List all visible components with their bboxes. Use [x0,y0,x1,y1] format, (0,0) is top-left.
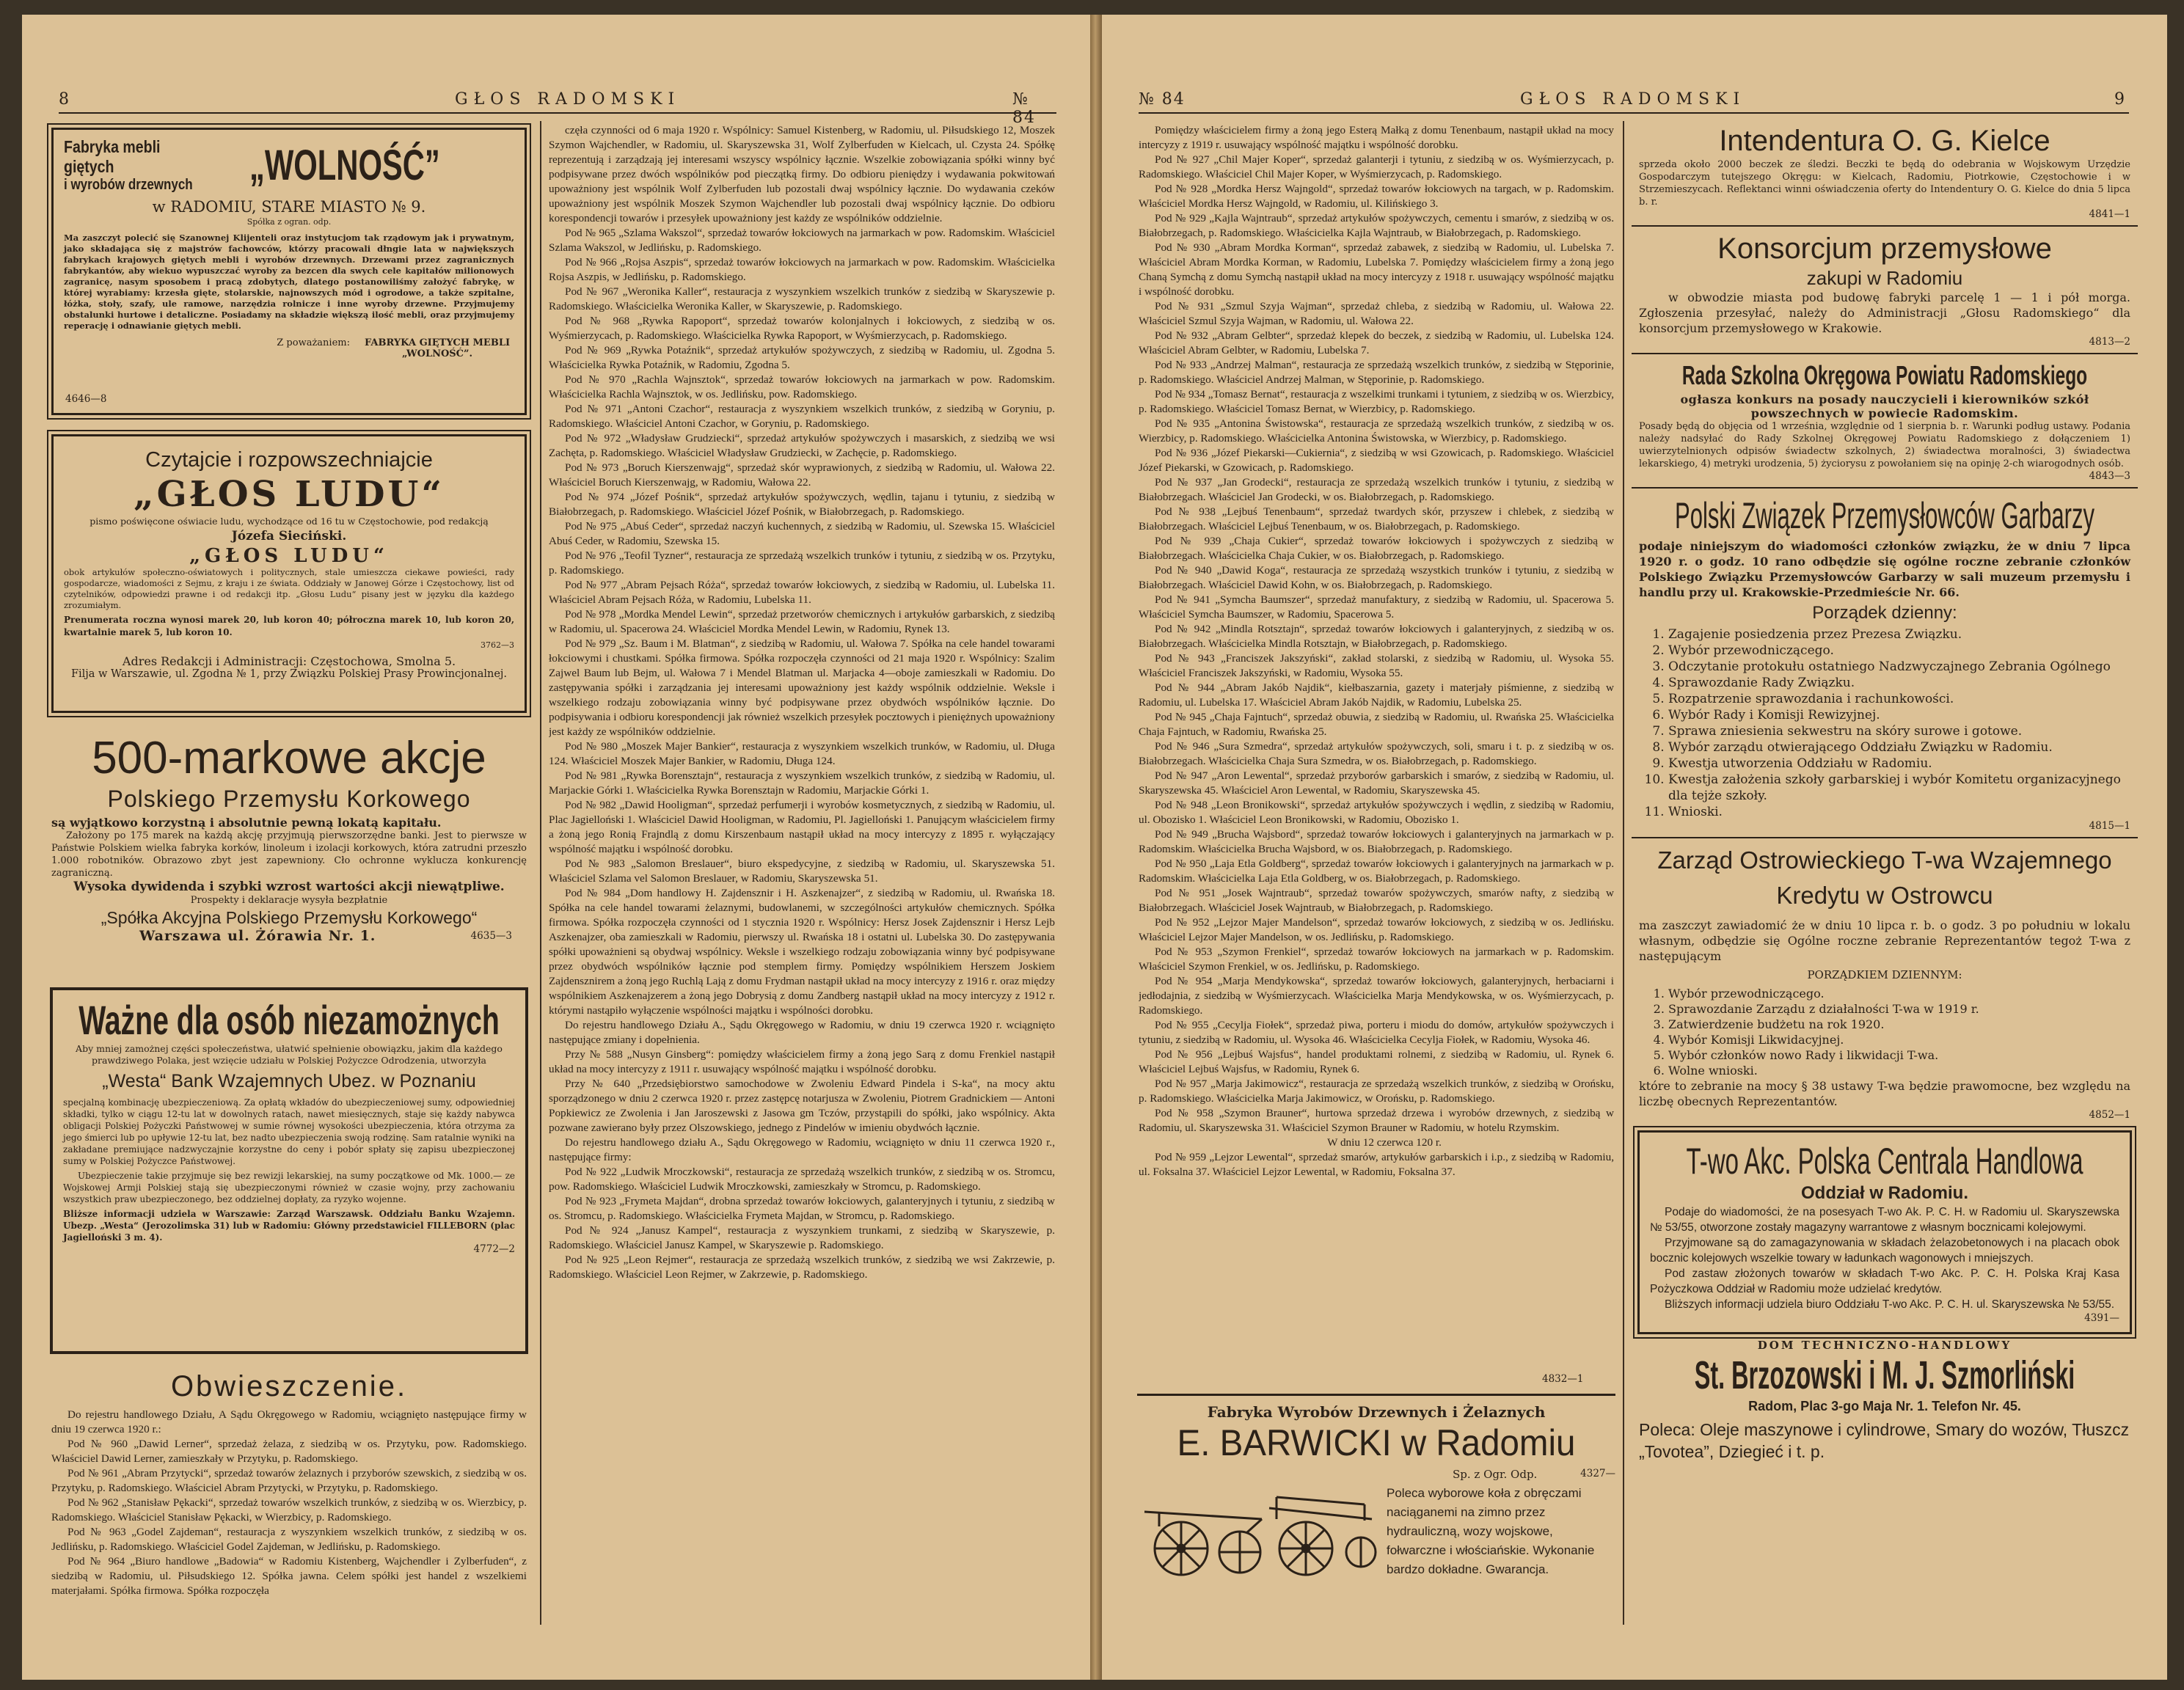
intendentura-code: 4841—1 [2089,208,2130,220]
centrala-text3: Pod zastaw złożonych towarów w składach T-wo Akc. P. C. H. Polska Kraj Kasa Pożyczkowa Oddział w Radomiu może udzielać kredytów. [1650,1268,2119,1295]
glos-ludu-editor: Józefa Sieciński. [231,529,347,544]
centrala-text1: Podaje do wiadomości, że na posesyach T-wo Ak. P. C. H. w Radomiu ul. Skaryszewska № 53/55, otworzone zostały magazyny warrantowe z własnym bocznicami kolejowymi. [1650,1206,2119,1234]
divider [1632,225,2138,227]
akcje-lead: są wyjątkowo korzystną i absolutnie pewną lokatą kapitału. [51,816,442,830]
registry-paragraph: Pod № 983 „Salomon Breslauer“, biuro ekspedycyjne, z siedzibą w Radomiu, ul. Skaryszewska 51. Właściciel Szlama vel Salomon Breslauer, w Radomiu, Skaryszewska 51. [549,857,1055,885]
page-number-right: 9 [2114,90,2130,109]
akcje-subtitle: Polskiego Przemysłu Korkowego [107,786,471,812]
registry-paragraph: Pod № 982 „Dawid Hooligman“, sprzedaż perfumerji i wyrobów kosmetycznych, z siedzibą w Radomiu, ul. Plac Jagielloński 1. Właściciel Dawid Hooligman, w Radomiu, Pl. Jagielloński 1. Panującym właścicielem firmy a żoną jego Ronią Frajndlą z domu Kirszenbaum nastąpił układ na mocy intercyzy z 1895 r. wyłączający wspólność majątku i wspólność dorobku. [549,799,1055,855]
glos-ludu-price: Prenumerata roczna wynosi marek 20, lub koron 40; półroczna marek 10, lub koron 20, kwartalnie marek 5, lub koron 10. [64,615,514,637]
registry-paragraph: Przy № 588 „Nusyn Ginsberg“: pomiędzy właścicielem firmy a żoną jego Sarą z domu Frenkiel nastąpił układ na mocy intercyzy z 1911 r. usuwający wspólność majątku i wspólność dorobku. [549,1048,1055,1075]
konsorcjum-title: Konsorcjum przemysłowe [1717,233,2052,265]
centrala-text4: Bliższych informacji udziela biuro Oddziału T-wo Akc. P. C. H. ul. Skaryszewska № 53/55. [1665,1298,2115,1311]
wolnosc-sub: Spółka z ogran. odp. [246,217,332,227]
ad-glos-ludu [51,434,527,713]
registry-paragraph: Pod № 958 „Szymon Brauner“, hurtowa sprzedaż drzewa i wyrobów drzewnych, z siedzibą w Radomiu, ul. Skaryszewska 31. Właściciel Szymon Brauner w Radomiu, w hotelu Rzymskim. [1139,1107,1614,1134]
registry-paragraph: Pod № 955 „Cecylja Fiołek“, sprzedaż piwa, porteru i miodu do domów, artykułów spożywczych i tytuniu, z siedzibą w Radomiu, ul. Wysoka 46. Właścicielka Cecylja Fiołek, w Radomiu, Wysoka 46. [1139,1019,1614,1046]
centrala-text2: Przyjmowane są do zamagazynowania w składach żelazobetonowych i na placach obok bocznic kolejowych wszelkie towary w ładunkach wagonowych i mniejszych. [1650,1237,2119,1265]
column-divider [540,121,541,1625]
akcje-code: 4635—3 [470,929,512,942]
registry-paragraph: Pod № 945 „Chaja Fajntuch“, sprzedaż obuwia, z siedzibą w Radomiu, ul. Rwańska 25. Właścicielka Chaja Fajntuch, w Radomiu, Rwańska 25. [1139,711,1614,738]
column-divider [1623,121,1624,1625]
registry-code: 4832—1 [1542,1373,1584,1385]
registry-paragraph: Pod № 940 „Dawid Koga“, restauracja ze sprzedażą wszystkich trunków i tytuniu, z siedzibą w Białobrzegach. Właściciel Dawid Kohn, w os. Białobrzegach, p. Radomskiego. [1139,564,1614,591]
centrala-title: T-wo Akc. Polska Centrala Handlowa [1686,1141,2083,1182]
left-ads-column [47,123,531,1649]
ad-intendentura [1632,123,2138,221]
page-header-left [59,84,1056,127]
wolnosc-code: 4646—8 [65,393,107,405]
ad-zwiazek-garbarzy [1632,493,2138,833]
ad-centrala-handlowa [1637,1130,2132,1334]
ad-ostrowiec [1632,843,2138,1122]
ad-wolnosc [51,128,527,415]
akcje-text: Założony po 175 marek na każdą akcję przyjmują pierwszorzędne banki. Jest to pierwsze w Państwie Polskiem wielka fabryka korków, linoleum i izolacji korkowych, która zatrudni przeszło 1.000 robotników. Obrazowo zbyt jest zapewniony. Cło ochronne wyklucza konkurencję zagraniczną. [51,830,527,879]
registry-paragraph: Pod № 939 „Chaja Cukier“, sprzedaż towarów łokciowych i spożywczych z siedzibą w Białobrzegach. Właścicielka Chaja Cukier, w os. Białobrzegach, p. Radomskiego. [1139,535,1614,562]
obwieszczenie-entry: Pod № 963 „Godel Zajdeman“, restauracja z wyszynkiem wszelkich trunków, z siedzibą w os. Jedlińsku, p. Radomskiego. Właściciel Godel Zajdeman, w Jedlińsku, p. Radomskiego. [51,1526,527,1553]
obwieszczenie-title: Obwieszczenie. [170,1370,408,1402]
westa-title: Ważne dla osób niezamożnych [78,997,500,1043]
agenda-item: 4. Sprawozdanie Rady Związku. [1668,675,2130,691]
registry-paragraph: Pod № 977 „Abram Pejsach Róża“, sprzedaż towarów łokciowych, z siedzibą w Radomiu, ul. Lubelska 11. Właściciel Abram Pejsach Róża, w Radomiu, Lubelska 11. [549,579,1055,606]
registry-paragraph: Pod № 936 „Józef Piekarski—Cukiernia“, z siedzibą w wsi Gzowicach, p. Radomskiego. Właściciel Józef Piekarski, w Gzowicach, p. Radomskiego. [1139,447,1614,474]
brzozowski-line1: DOM TECHNICZNO-HANDLOWY [1757,1339,2012,1352]
registry-paragraph: Pod № 922 „Ludwik Mroczkowski“, restauracja ze sprzedażą wszelkich trunków, z siedzibą w os. Stromcu, pow. Radomskiego. Właściciel Ludwik Mroczkowski, zamieszkały w Stromcu, p. Radomskiego. [549,1166,1055,1193]
wolnosc-text: Ma zaszczyt polecić się Szanownej Klijenteli oraz instytucjom tak rządowym jak i prywatnym, jako składająca się z majstrów fachowców, którzy pracowali dłngie lata w największych fabrykach krajowych giętych mebli i wyrobów drzewnych. Drzewami przez zagranicznych fabrykantów, aby wiekuo wypuszczać wyroby za bezcen dla swych cele kapitałów milionowych zagranicę, nasym sposobem i pracą zdobytych, dlatego postanowiliśmy założyć fabrykę, w której wyrabiamy: krzesła gięte, stolarskie, najnowszych mód i ogrodowe, a także szpitalne, łóżka, stoły, szafy, ule ramowe, narzędzia rolnicze i inne wyroby drzewne. Przyjmujemy obstalunki hurtowe i detaliczne. Posiadamy na składzie większą ilość mebli, oraz przyjmujemy reperację i odnawianie giętych mebli. [64,233,514,331]
intendentura-text: sprzeda około 2000 beczek ze śledzi. Beczki te będą do odebrania w Wojskowym Urzędzie Gospodarczym tutejszego Okręgu: w Kielcach, Radomiu, Piotrkowie, Częstochowie i w Strzemieszycach. Reflektanci winni oświadczenia oferty do Intendentury O. G. Kielce do dnia 5 lipca b. r. [1639,159,2130,208]
issue-number-left: № 84 [1012,90,1036,127]
intendentura-title: Intendentura O. G. Kielce [1719,125,2050,157]
wolnosc-sign-name: FABRYKA GIĘTYCH MEBLI „WOLNOŚĆ”. [364,337,511,359]
registry-paragraph: Pod № 924 „Janusz Kampel“, restauracja z wyszynkiem trunkami, z siedzibą w Skaryszewie, p. Radomskiego. Właściciel Janusz Kampel, w Skaryszewie p. Radomskiego. [549,1224,1055,1251]
registry-paragraph: Do rejestru handlowego Działu A., Sądu Okręgowego w Radomiu, w dniu 19 czerwca 1920 r. wciągnięto następujące zmiany i dopełnienia. [549,1019,1055,1046]
cart-illustration-icon [1137,1468,1379,1585]
registry-paragraph: Pod № 948 „Leon Bronikowski“, sprzedaż artykułów spożywczych i wędlin, z siedzibą w Radomiu, ul. Obozisko 1. Właściciel Leon Bronikowski, w Radomiu, Obozisko 1. [1139,799,1614,826]
registry-paragraph: Pod № 978 „Mordka Mendel Lewin“, sprzedaż przetworów chemicznych i artykułów garbarskich, z siedzibą w Radomiu, ul. Spacerowa 24. Właściciel Mordka Mendel Lewin, w Radomiu, Rynek 13. [549,608,1055,635]
zwiazek-agenda [1639,626,2130,820]
akcje-bold: Wysoka dywidenda i szybki wzrost wartości akcji niewątpliwe. [73,879,505,894]
westa-bank: „Westa“ Bank Wzajemnych Ubez. w Poznaniu [102,1071,476,1091]
obwieszczenie-body [51,1408,527,1598]
registry-paragraph: Pomiędzy właścicielem firmy a żoną jego Esterą Małką z domu Tenenbaum, nastąpił układ na mocy intercyzy z 1919 r. usuwający wspólność majątku i wspólność dorobku. [1139,124,1614,151]
glos-ludu-text1: pismo poświęcone oświacie ludu, wychodzące od 16 tu w Częstochowie, pod redakcją [90,516,489,527]
registry-paragraph: Pod № 930 „Abram Mordka Korman“, sprzedaż zabawek, z siedzibą w Radomiu, ul. Lubelska 7. Właściciel Abram Mordka Korman, w Radomiu, Lubelska 7. Pomiędzy właścicielem firmy a żoną jego Chaną Symchą z domu Symchą nastąpił układ na mocy intercyzy z 1918 r. usuwający wspólność majątku i wspólność dorobku. [1139,241,1614,298]
ad-brzozowski [1632,1334,2138,1463]
glos-ludu-code: 3762—3 [481,640,514,650]
agenda-item: 2. Wybór przewodniczącego. [1668,643,2130,659]
divider [1632,353,2138,354]
registry-paragraph: Przy № 640 „Przedsiębiorstwo samochodowe w Zwoleniu Edward Pindela i S-ka“, na mocy aktu sporządzonego w dniu 2 czerwca 1920 r. przez zastępcę notarjusza w Zwoleniu, Piotrem Gradnickiem — Antoni Popkiewicz ze Zwolenia i Jan Jaroszewski z Jasowa gm Tczów, przystąpili do spółki, jako wspólnicy. Akta pozwane zawierano były przez Olszowskiego, jednego z Pindelów w imieniu obydwóch łącznie. [549,1078,1055,1134]
registry-paragraph: Pod № 973 „Boruch Kierszenwajg“, sprzedaż skór wyprawionych, z siedzibą w Radomiu, ul. Wałowa 22. Właściciel Boruch Kierszenwajg, w Radomiu, Wałowa 22. [549,461,1055,489]
konsorcjum-code: 4813—2 [2089,336,2130,348]
registry-paragraph: Pod № 925 „Leon Rejmer“, restauracja ze sprzedażą wszelkich trunków, z siedzibą we wsi Zakrzewie, p. Radomskiego. Właściciel Leon Rejmer, w Zakrzewie, p. Radomskiego. [549,1254,1055,1281]
registry-paragraph: Pod № 947 „Aron Lewental“, sprzedaż przyborów garbarskich i smarów, z siedzibą w Radomiu, ul. Skaryszewska 45. Właściciel Aron Lewental, w Radomiu, Skaryszewska 45. [1139,769,1614,797]
agenda-item: 10. Kwestja założenia szkoły garbarskiej i wybór Komitetu organizacyjnego dla tejże szkoły. [1668,772,2130,804]
brzozowski-text: Poleca: Oleje maszynowe i cylindrowe, Smary do wozów, Tłuszcz „Tovotea”, Dziegieć i t. p. [1639,1420,2130,1461]
right-ads-column [1632,123,2138,1634]
ostrowiec-footer: które to zebranie na mocy § 38 ustawy T-wa będzie prawomocne, bez względu na liczbę obecnych Reprezentantów. [1639,1079,2130,1108]
ad-konsorcjum [1632,231,2138,348]
registry-paragraph: Pod № 975 „Abuś Ceder“, sprzedaż naczyń kuchennych, z siedzibą w Radomiu, ul. Szewska 15. Właściciel Abuś Ceder, w Radomiu, Szewska 15. [549,520,1055,547]
registry-paragraph: Pod № 969 „Rywka Potaźnik“, sprzedaż artykułów spożywczych, z siedzibą w Radomiu, ul. Zgodna 5. Właścicielka Rywka Potaźnik, w Radomiu, Zgodna 5. [549,344,1055,371]
zwiazek-agenda-title: Porządek dzienny: [1812,603,1957,623]
westa-text: specjalną kombinację ubezpieczeniową. Za opłatą wkładów do ubezpieczeniowej sumy, odpowiedniej składki, tylko w ciągu 12-tu lat w dowolnych ratach, nawet miesięcznych, staje się każdy nabywca obligacji Polskiej Pożyczki Państwowej w sumie równej wysokości ubezpieczenia, która otrzyma za jego śmierci lub po upływie 12-tu lat, bez nadto ubezpieczenia swoją rodzinę. Sam ratalnie wyniki na zakładane premiujące nadzwyczajnie korzystne do ceny i pobór spłaty się zapisu ubezpieczonej sumy w Polskiej Pożyczce Państwowej. [63,1097,515,1166]
barwicki-code: 4327— [1580,1468,1615,1479]
westa-intro: Aby mniej zamożnej części społeczeństwa, ułatwić spełnienie obowiązku, jakim dla każdego prawdziwego Polaka, jest wzięcie udziału w Polskiej Pożyczce Odrodzenia, utworzyła [76,1043,503,1066]
registry-paragraph: Pod № 943 „Franciszek Jakszyński“, zakład stolarski, z siedzibą w Radomiu, ul. Wysoka 55. Właściciel Franciszek Jakszyński, w Radomiu, Wysoka 55. [1139,652,1614,679]
konsorcjum-subtitle: zakupi w Radomiu [1806,267,1963,289]
registry-column-left [549,123,1055,1625]
registry-paragraph: W dniu 12 czerwca 120 r. [1327,1136,1442,1149]
ad-barwicki [1137,1394,1615,1621]
westa-code: 4772—2 [473,1243,515,1255]
wolnosc-name: „WOLNOŚĆ” [249,142,440,189]
obwieszczenie-intro: Do rejestru handlowego Działu, A Sądu Okręgowego w Radomiu, wciągnięto następujące firmy w dniu 19 czerwca 1920 r.: [51,1408,527,1435]
registry-paragraph: Pod № 971 „Antoni Czachor“, restauracja z wyszynkiem wszelkich trunków, z siedzibą w Goryniu, p. Radomskiego. Właściciel Antoni Czachor, w Goryniu, p. Radomskiego. [549,403,1055,430]
agenda-item: 5. Wybór członków nowo Rady i likwidacji T-wa. [1668,1047,2130,1063]
agenda-item: 3. Zatwierdzenie budżetu na rok 1920. [1668,1017,2130,1032]
page-header-right [1139,84,2129,114]
glos-ludu-name2: „GŁOS LUDU“ [189,545,389,567]
agenda-item: 9. Kwestja utworzenia Oddziału w Radomiu. [1668,756,2130,772]
obwieszczenie-entry: Pod № 962 „Stanisław Pękacki“, sprzedaż towarów wszelkich trunków, z siedzibą w os. Wierzbicy, p. Radomskiego. Właściciel Stanisław Pękacki, w Wierzbicy, p. Radomskiego. [51,1496,527,1523]
agenda-item: 8. Wybór zarządu otwierającego Oddziału Związku w Radomiu. [1668,739,2130,756]
ostrowiec-agenda [1639,986,2130,1078]
agenda-item: 1. Wybór przewodniczącego. [1668,986,2130,1001]
registry-paragraph: Pod № 929 „Kajla Wajntraub“, sprzedaż artykułów spożywczych, cementu i smarów, z siedzibą w os. Białobrzegach, p. Radomskiego. Właścicielka Kajla Wajntraub, w Białobrzegach, p. Radomskiego. [1139,212,1614,239]
agenda-item: 7. Sprawa zniesienia sekwestru na skóry surowe i gotowe. [1668,723,2130,739]
ad-akcje [51,732,527,974]
ostrowiec-text: ma zaszczyt zawiadomić że w dniu 10 lipca r. b. o godz. 3 po południu w lokalu własnym, odbędzie się Ogólne roczne zebranie Reprezentantów tegoż T-wa z następującym [1639,918,2130,963]
registry-paragraph: Do rejestru handlowego działu A., Sądu Okręgowego w Radomiu, wciągnięto w dniu 11 czerwca 1920 r., następujące firmy: [549,1136,1055,1163]
left-page [22,15,1090,1680]
registry-paragraph: Pod № 934 „Tomasz Bernat“, restauracja z wszelkimi trunkami i tytuniem, z siedzibą w os. Wierzbicy, p. Radomskiego. Właściciel Tomasz Bernat, w Wierzbicy, p. Radomskiego. [1139,388,1614,415]
obwieszczenie-entry: Pod № 961 „Abram Przytycki“, sprzedaż towarów żelaznych i przyborów szewskich, z siedzibą w os. Przytyku, p. Radomskiego. Właściciel Abram Przytycki, w Przytyku, p. Radomskiego. [51,1467,527,1494]
glos-ludu-text2: obok artykułów społeczno-oświatowych i politycznych, stale umieszcza ciekawe powieści, rady gospodarcze, wiadomości z Sejmu, z kraju i ze świata. Oddziały w Janowej Górze i Częstochowy, list od czytelników, odpowiedzi prawne i od redakcji itp. „Głosu Ludu“ pisany jest w języku dla każdego zrozumiałym. [64,567,514,610]
agenda-item: 1. Zagajenie posiedzenia przez Prezesa Związku. [1668,626,2130,643]
registry-paragraph: Pod № 972 „Władysław Grudziecki“, sprzedaż artykułów spożywczych i masarskich, z siedzibą we wsi Zachęta, p. Radomskiego. Właściciel Władysław Grudziecki, w Zachęcie, p. Radomskiego. [549,432,1055,459]
agenda-item: 3. Odczytanie protokułu ostatniego Nadzwyczajnego Zebrania Ogólnego [1668,659,2130,675]
masthead-title-left: GŁOS RADOMSKI [455,90,681,109]
barwicki-sub: Sp. z Ogr. Odp. [1453,1468,1538,1481]
registry-paragraph: Pod № 957 „Marja Jakimowicz“, restauracja ze sprzedażą wszelkich trunków, z siedzibą w Orońsku, p. Radomskiego. Właścicielka Marja Jakimowicz, w Orońsku, p. Radomskiego. [1139,1078,1614,1105]
obwieszczenie-entry: Pod № 960 „Dawid Lerner“, sprzedaż żelaza, z siedzibą w os. Przytyku, pow. Radomskiego. Właściciel Dawid Lerner, zamieszkały w Przytyku, p. Radomskiego. [51,1438,527,1465]
registry-paragraph: Pod № 981 „Rywka Borensztajn“, restauracja z wyszynkiem wszelkich trunków, z siedzibą w Radomiu, ul. Marjackie Górki 1. Właścicielka Rywka Borensztajn w Radomiu, Marjackie Górki 1. [549,769,1055,797]
registry-paragraph: Pod № 942 „Mindla Rotsztajn“, sprzedaż towarów łokciowych i galanteryjnych, z siedzibą w os. Białobrzegach. Właścicielka Mindla Rotsztajn, w Białobrzegach, p. Radomskiego. [1139,623,1614,650]
registry-paragraph: Pod № 950 „Laja Etla Goldberg“, sprzedaż towarów łokciowych i galanteryjnych na jarmarkach w p. Radomskim. Właścicielka Laja Etla Goldberg, w os. Białobrzegach, p. Radomskiego. [1139,857,1614,885]
glos-ludu-name: „GŁOS LUDU“ [134,474,445,515]
rada-text: Posady będą do objęcia od 1 września, względnie od 1 sierpnia b. r. Warunki podług ustawy. Podania należy nadsyłać do Rady Szkolnej Okręgowej Powiatu Radomskiego z dołączeniem 1) uwierzytelnionych odpisów świadectw szkolnych, 2) świadectwa moralności, 3) świadectwa lekarskiego, 4) metryki urodzenia, 5) życiorysu z powołaniem się na opinję 2-ch wiarogodnych osób. [1639,421,2130,469]
registry-paragraph: Pod № 937 „Jan Grodecki“, restauracja ze sprzedażą wszelkich trunków i tytuniu, z siedzibą w Białobrzegach. Właściciel Jan Grodecki, w os. Białobrzegach, p. Radomskiego. [1139,476,1614,503]
ostrowiec-agenda-title: PORZĄDKIEM DZIENNYM: [1807,968,1962,981]
ostrowiec-title: Zarząd Ostrowieckiego T-wa Wzajemnego Kredytu w Ostrowcu [1657,846,2112,909]
rada-title: Rada Szkolna Okręgowa Powiatu Radomskiego [1681,360,2088,390]
registry-paragraph: Pod № 966 „Rojsa Aszpis“, sprzedaż towarów łokciowych na jarmarkach w pow. Radomskim. Właścicielka Rojsa Aszpis, w Jedlińsku, p. Radomskiego. [549,256,1055,283]
agenda-item: 6. Wybór Rady i Komisji Rewizyjnej. [1668,707,2130,723]
registry-paragraph: Pod № 946 „Sura Szmedra“, sprzedaż artykułów spożywczych, soli, smaru i t. p. z siedzibą w os. Białobrzegach. Właścicielka Chaja Sura Szmedra, w os. Białobrzegach, p. Radomskiego. [1139,740,1614,767]
page-gutter [1090,15,1102,1680]
registry-paragraph: Pod № 949 „Brucha Wajsbord“, sprzedaż towarów łokciowych i galanteryjnych na jarmarkach w p. Radomskim. Właścicielka Brucha Wajsbord, w os. Białobrzegach, p. Radomskiego. [1139,828,1614,855]
brzozowski-address: Radom, Plac 3-go Maja Nr. 1. Telefon Nr. 45. [1748,1399,2021,1413]
registry-paragraph: Pod № 974 „Józef Pośnik“, sprzedaż artykułów spożywczych, wędlin, tajanu i tytuniu, z siedzibą w Białobrzegach, p. Radomskiego. Właściciel Józef Pośnik, w Białobrzegach, p. Radomskiego. [549,491,1055,518]
konsorcjum-text: w obwodzie miasta pod budowę fabryki parcelę 1 — 1 i pół morga. Zgłoszenia przesyłać, należy do Administracji „Głosu Radomskiego“ dla konsorcjum przemysłowego w Krakowie. [1639,290,2130,335]
agenda-item: 11. Wnioski. [1668,804,2130,820]
divider [1632,837,2138,838]
akcje-prospect: Prospekty i deklaracje wysyła bezpłatnie [190,895,388,906]
registry-paragraph: Pod № 927 „Chil Majer Koper“, sprzedaż galanterji i tytuniu, z siedzibą w os. Wyśmierzycach, p. Radomskiego. Właściciel Chil Majer Koper, w Wyśmierzycach, p. Radomskiego. [1139,153,1614,180]
obwieszczenie-entry: Pod № 964 „Biuro handlowe „Badowia“ w Radomiu Kistenberg, Wajchendler i Zylberfuden“, z siedzibą w Radomiu, ul. Piłsudskiego 12. Spółka jawna. Celem spółki jest handel z wszelkiemi materjałami. Spółka firmowa. Spółka rozpoczęła [51,1555,527,1597]
agenda-item: 4. Wybór Komisji Likwidacyjnej. [1668,1032,2130,1047]
registry-paragraph: Pod № 970 „Rachla Wajnsztok“, sprzedaż towarów łokciowych na jarmarkach w pow. Radomskim. Właścicielka Rachla Wajnsztok, w os. Jedlińsku, pow. Radomskiego. [549,373,1055,400]
barwicki-line1: Fabryka Wyrobów Drzewnych i Żelaznych [1207,1403,1546,1421]
registry-paragraph: Pod № 954 „Marja Mendykowska“, sprzedaż towarów łokciowych, galanteryjnych, herbaciarni i jedłodajnia, z siedzibą w Wyśmierzycach. Właścicielka Marja Mendykowska, w os. Wyśmierzycach, p. Radomskiego. [1139,975,1614,1017]
ad-rada-szkolna [1632,359,2138,483]
centrala-subtitle: Oddział w Radomiu. [1800,1183,1968,1203]
zwiazek-text: podaje niniejszym do wiadomości członków związku, że w dniu 7 lipca 1920 r. o godz. 10 rano odbędzie się ogólne roczne zebranie członków Polskiego Związku Przemysłowców Garbarzy w sali muzeum przemysłu i handlu przy ul. Krakowskie-Przedmieście Nr. 66. [1639,539,2130,599]
registry-paragraph: Pod № 923 „Frymeta Majdan“, drobna sprzedaż towarów łokciowych, galanteryjnych i tytuniu, z siedzibą w os. Stromcu, p. Radomskiego. Właścicielka Frymeta Majdan, w Stromcu, p. Radomskiego. [549,1195,1055,1222]
registry-paragraph: Pod № 938 „Lejbuś Tenenbaum“, sprzedaż twardych skór, przyszew i chlebek, z siedzibą w Białobrzegach. Właściciel Lejbuś Tenenbaum, w os. Białobrzegach, p. Radomskiego. [1139,505,1614,533]
westa-text2: Ubezpieczenie takie przyjmuje się bez rewizji lekarskiej, na sumy początkowe od Mk. 1000.— ze Wojskowej Armji Polskiej stają się ubezpieczonymi również w czasie wojny, przy zachowaniu wszystkich praw ubezpieczonego, bez oddzielnej dopłaty, za ryzyko wojenne. [63,1171,515,1204]
brzozowski-name: St. Brzozowski i M. J. Szmorliński [1694,1353,2075,1397]
registry-paragraph: Pod № 933 „Andrzej Malman“, restauracja ze sprzedażą wszelkich trunków, z siedzibą w Stęporinie, p. Radomskiego. Właściciel Andrzej Malman, w Stęporinie, p. Radomskiego. [1139,359,1614,386]
barwicki-text: Poleca wyborowe koła z obręczami naciąganemi na zimno przez hydrauliczną, wozy wojskowe, fołwarczne i włościańskie. Wykonanie bardzo dokładne. Gwarancja. [1387,1486,1595,1576]
registry-paragraph: Pod № 956 „Lejbuś Wajsfus“, handel produktami rolnemi, z siedzibą w Radomiu, ul. Rynek 6. Właściciel Lejbuś Wajsfus, w Radomiu, Rynek 6. [1139,1048,1614,1075]
agenda-item: 2. Sprawozdanie Zarządu z działalności T-wa w 1919 r. [1668,1001,2130,1017]
registry-paragraph: Pod № 959 „Lejzor Lewental“, sprzedaż smarów, artykułów garbarskich i i.p., z siedzibą w Radomiu, ul. Foksalna 37. Właściciel Lejzor Lewental, w Radomiu, Foksalna 37. [1139,1151,1614,1178]
registry-paragraph: Pod № 932 „Abram Gelbter“, sprzedaż klepek do beczek, z siedzibą w Radomiu, ul. Lubelska 124. Właściciel Abram Gelbter, w Radomiu, Lubelska 7. [1139,329,1614,356]
zwiazek-code: 4815—1 [2089,820,2130,832]
registry-paragraph: Pod № 965 „Szlama Wakszol“, sprzedaż towarów łokciowych na jarmarkach w pow. Radomskim. Właściciel Szlama Wakszol, w Jedlińsku, p. Radomskiego. [549,227,1055,254]
rada-code: 4843—3 [2089,470,2130,482]
rada-lead: ogłasza konkurs na posady nauczycieli i kierowników szkół powszechnych w powiecie Radomskim. [1680,392,2089,420]
registry-paragraph: Pod № 976 „Teofil Tyzner“, restauracja ze sprzedażą wszelkich trunków i tytuniu, z siedzibą w os. Przytyku, p. Radomskiego. [549,549,1055,577]
barwicki-name: E. BARWICKI w Radomiu [1177,1422,1576,1463]
registry-paragraph: Pod № 953 „Szymon Frenkiel“, sprzedaż towarów łokciowych na jarmarkach w p. Radomskim. Właściciel Szymon Frenkiel, w os. Jedlińsku, p. Radomskiego. [1139,945,1614,973]
glos-ludu-line1: Czytajcie i rozpowszechniajcie [145,448,433,472]
registry-paragraph: częła czynności od 6 maja 1920 r. Wspólnicy: Samuel Kistenberg, w Radomiu, ul. Piłsudskiego 12, Moszek Szymon Wajchendler, w Radomiu, ul. Skaryszewska 31, Wolf Zylberfuden w Kielcach, ul. Czysta 24. Spółkę reprezentują i zarządzają jej interesami wszyscy wspólnicy łącznie. Wszelkie zobowiązania spółki winny być podpisywane przez dwóch wspólników pod pieczątką firmy. Do odbioru pieniędzy i wydawania pokwitowań upoważniony jest wspólnik Wolf Zylberfuden lub pozostali dwaj wspólnicy łącznie. Do wydawania czeków upoważniony jest wspólnik Moszek Szymon Wajchendler lub pozostali dwaj wspólnicy łącznie. Do odbioru korespondencji towarów i przesyłek upoważniony jest każdy ze wspólników oddzielnie. [549,124,1055,224]
glos-ludu-address: Adres Redakcji i Administracji: Częstochowa, Smolna 5. [122,654,456,668]
registry-column-right [1139,123,1614,1370]
registry-paragraph: Pod № 967 „Weronika Kaller“, restauracja z wyszynkiem wszelkich trunków z siedzibą w Skaryszewie p. Radomskiego. Właścicielka Weronika Kaller, w Skaryszewie, p. Radomskiego. [549,285,1055,312]
registry-paragraph: Pod № 951 „Josek Wajntraub“, sprzedaż towarów spożywczych, smarów nafty, z siedzibą w Białobrzegach. Właściciel Josek Wajntraub, w Białobrzegach, p. Radomskiego. [1139,887,1614,914]
issue-number-right: № 84 [1139,90,1186,109]
masthead-title-right: GŁOS RADOMSKI [1520,90,1746,109]
registry-paragraph: Pod № 941 „Symcha Baumszer“, sprzedaż manufaktury, z siedzibą w Radomiu, ul. Spacerowa 5. Właściciel Symcha Baumszer, w Radomiu, Spacerowa 5. [1139,593,1614,621]
akcje-title: 500-markowe akcje [92,733,486,783]
registry-paragraph: Pod № 931 „Szmul Szyja Wajman“, sprzedaż chleba, z siedzibą w Radomiu, ul. Wałowa 22. Właściciel Szmul Szyja Wajman, w Radomiu, ul. Wałowa 22. [1139,300,1614,327]
wolnosc-line1: Fabryka mebli giętych [64,137,161,176]
registry-paragraph: Pod № 984 „Dom handlowy H. Zajdensznir i H. Aszkenajzer“, z siedzibą w Radomiu, ul. Rwańska 18. Spółka na cele handel towarami żelaznymi, budowlanemi, w szczególności artykułów chemicznych. Spółka firmowa. Spółka rozpoczęła czynności od 1 stycznia 1920 r. Wspólnicy: Hersz Josek Zajdensznir i Hersz Lejb Aszkenajzer, oba zamieszkali w Radomiu, pierwszy ul. Rwańska 18 i ostatni ul. Lubelska 30. Do zastępywania spółki upoważnieni są obydwaj wspólnicy. Weksle i wszelkiego rodzaju zobowiązania winny być podpisywane przez obydwóch wspólników łącznie pod stemplem firmy. Pomiędzy wspólnikiem Herszem Joskiem Zajdensznirem a żoną jego Ruchlą Lają z domu Frydman nastąpił układ na mocy intercyzy z 1916 r. oraz między wspólnikiem Aszkenajzerem a żoną jego Dobrysią z domu Zandberg nastąpił układ na mocy intercyzy z 1912 r. którymi nastąpiło wyłączenie wspólności majątku i wspólności dorobku. [549,887,1055,1017]
akcje-address: Warszawa ul. Żórawia Nr. 1. [139,928,376,944]
zwiazek-title: Polski Związek Przemysłowców Garbarzy [1675,495,2094,536]
wolnosc-address: w RADOMIU, STARE MIASTO № 9. [152,198,426,216]
centrala-code: 4391— [2084,1312,2119,1324]
obwieszczenie [51,1370,527,1598]
registry-paragraph: Pod № 935 „Antonina Świstowska“, restauracja ze sprzedażą wszelkich trunków, z siedzibą w os. Wierzbicy, p. Radomskiego. Właścicielka Antonina Świstowska, w Wierzbicy, p. Radomskiego. [1139,417,1614,445]
agenda-item: 5. Rozpatrzenie sprawozdania i rachunkowości. [1668,691,2130,707]
registry-paragraph: Pod № 928 „Mordka Hersz Wajngold“, sprzedaż towarów łokciowych na targach, w p. Radomskim. Właściciel Mordka Hersz Wajngold, w Radomiu, ul. Kilińskiego 3. [1139,183,1614,210]
registry-paragraph: Pod № 952 „Lejzor Majer Mandelson“, sprzedaż towarów łokciowych, z siedzibą w os. Jedlińsku. Właściciel Lejzor Majer Mandelson, w os. Jedlińsku, p. Radomskiego. [1139,916,1614,943]
page-number-left: 8 [59,90,75,109]
right-page [1102,15,2167,1680]
glos-ludu-branch: Filja w Warszawie, ul. Zgodna № 1, przy Związku Polskiej Prasy Prowincjonalnej. [70,668,508,680]
registry-paragraph: Pod № 944 „Abram Jakób Najdik“, kiełbaszarnia, gazety i materjały piśmienne, z siedzibą w Radomiu, ul. Lubelska 17. Właściciel Abram Jakób Najdik, w Radomiu, Lubelska 25. [1139,681,1614,709]
registry-paragraph: Pod № 980 „Moszek Majer Bankier“, restauracja z wyszynkiem wszelkich trunków, w Radomiu, ul. Długa 124. Właściciel Moszek Majer Bankier, w Radomiu, Długa 124. [549,740,1055,767]
registry-paragraph: Pod № 979 „Sz. Baum i M. Blatman“, z siedzibą w Radomiu, ul. Wałowa 7. Spółka na cele handel towarami łokciowymi i chustkami. Spółka firmowa. Spółka rozpoczęła czynności od 21 maja 1920 r. Wspólnicy: Szalim Zajwel Baum lub Bejm, ul. Wałowa 7 i Mendel Blatman ul. Marjacka 4—oboje zamieszkali w Radomiu. Do zastępywania spółki i zarządzania jej interesami upoważniony jest każdy wspólnik oddzielnie. Weksle i wszelkiego rodzaju zobowiązania winny być podpisywane przez obydwóch wspólników łącznie. Do podpisywania i odbioru korespondencji jak również wszelkich przesyłek pocztowych i pieniężnych upoważniony jest każdy ze wspólników oddzielnie. [549,637,1055,738]
akcje-company: „Spółka Akcyjna Polskiego Przemysłu Korkowego“ [101,908,478,927]
wolnosc-line2: i wyrobów drzewnych [64,177,193,193]
wolnosc-sign-label: Z poważaniem: [277,337,350,348]
ad-westa [50,987,528,1354]
divider [1632,487,2138,489]
westa-info: Bliższe informacji udziela w Warszawie: Zarząd Warszawsk. Oddziału Banku Wzajemn. Ubezp. „Westa“ (Jerozolimska 31) lub w Radomiu: Główny przedstawiciel FILLEBORN (plac Jagielloński 3 m. 4). [63,1209,515,1243]
ostrowiec-code: 4852—1 [2089,1109,2130,1121]
registry-paragraph: Pod № 968 „Rywka Rapoport“, sprzedaż towarów kolonjalnych i łokciowych, z siedzibą w os. Wyśmierzycach, p. Radomskiego. Właścicielka Rywka Rapoport, w Wyśmierzycach, p. Radomskiego. [549,315,1055,342]
agenda-item: 6. Wolne wnioski. [1668,1063,2130,1078]
